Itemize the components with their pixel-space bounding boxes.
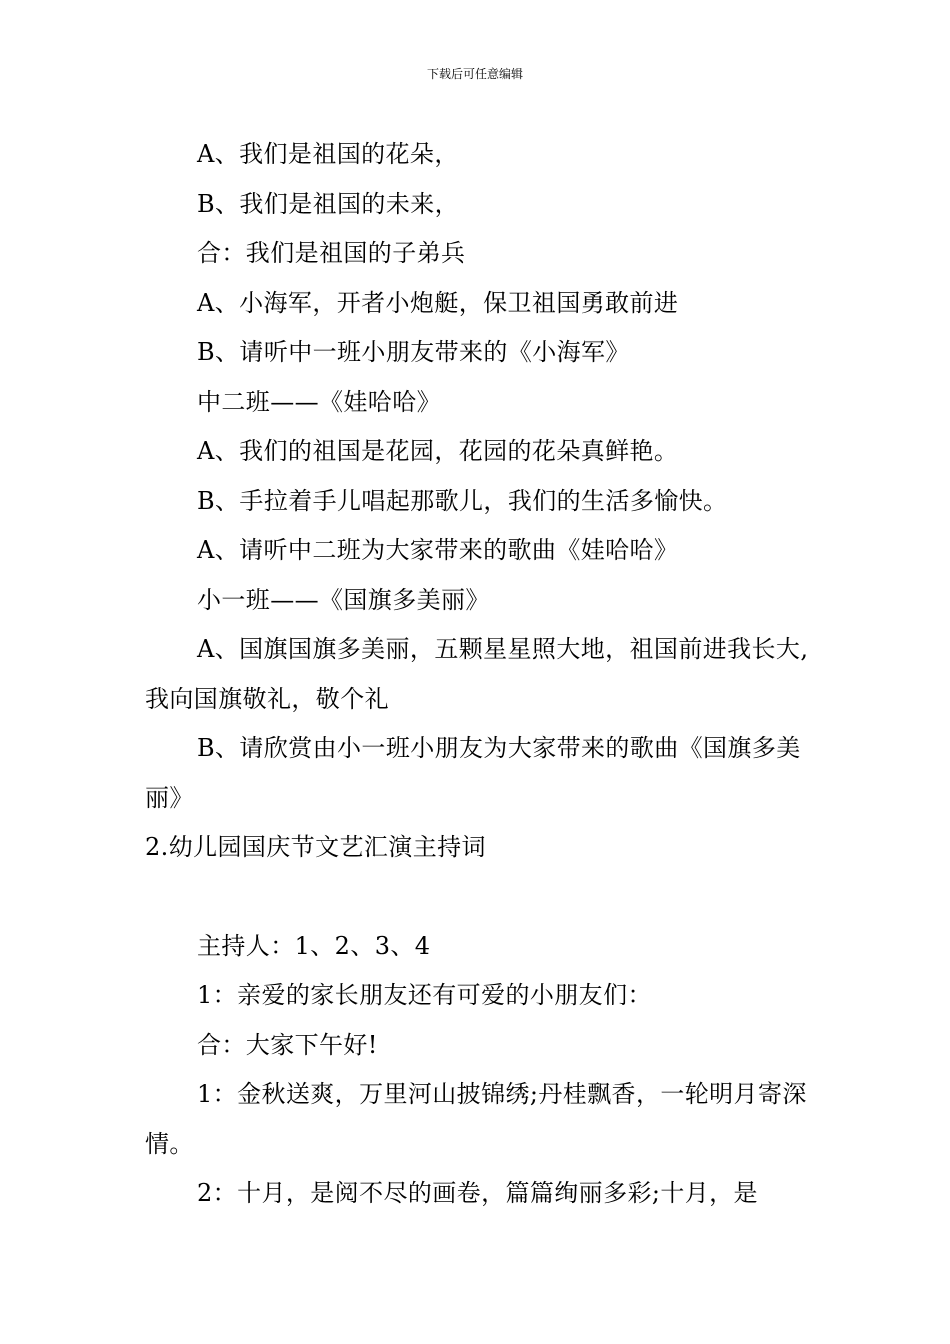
paragraph: 1：金秋送爽，万里河山披锦绣;丹桂飘香，一轮明月寄深情。 — [145, 1080, 807, 1158]
paragraph: 2：十月，是阅不尽的画卷，篇篇绚丽多彩;十月，是 — [197, 1179, 758, 1207]
paragraph: A、请听中二班为大家带来的歌曲《娃哈哈》 — [197, 536, 679, 564]
blank-line — [145, 873, 810, 922]
paragraph: B、请听中一班小朋友带来的《小海军》 — [197, 338, 630, 366]
page-header: 下载后可任意编辑 — [426, 67, 523, 81]
paragraph: A、国旗国旗多美丽，五颗星星照大地，祖国前进我长大,我向国旗敬礼，敬个礼 — [145, 635, 809, 713]
paragraph: 1：亲爱的家长朋友还有可爱的小朋友们： — [197, 981, 652, 1009]
paragraph: 合：我们是祖国的子弟兵 — [197, 239, 466, 267]
paragraph: B、我们是祖国的未来， — [197, 189, 460, 218]
paragraph: A、小海军，开者小炮艇，保卫祖国勇敢前进 — [197, 288, 679, 317]
paragraph: 小一班——《国旗多美丽》 — [197, 585, 490, 614]
section-heading: 2.幼儿园国庆节文艺汇演主持词 — [145, 833, 486, 861]
paragraph: 合：大家下午好! — [197, 1030, 378, 1059]
paragraph: B、请欣赏由小一班小朋友为大家带来的歌曲《国旗多美丽》 — [145, 734, 801, 812]
paragraph: A、我们的祖国是花园，花园的花朵真鲜艳。 — [197, 437, 679, 465]
document-body — [145, 130, 810, 1219]
paragraph: A、我们是祖国的花朵， — [197, 140, 459, 168]
paragraph: B、手拉着手儿唱起那歌儿，我们的生活多愉快。 — [197, 486, 728, 515]
paragraph: 中二班——《娃哈哈》 — [197, 387, 441, 416]
paragraph: 主持人：1、2、3、4 — [197, 931, 431, 960]
